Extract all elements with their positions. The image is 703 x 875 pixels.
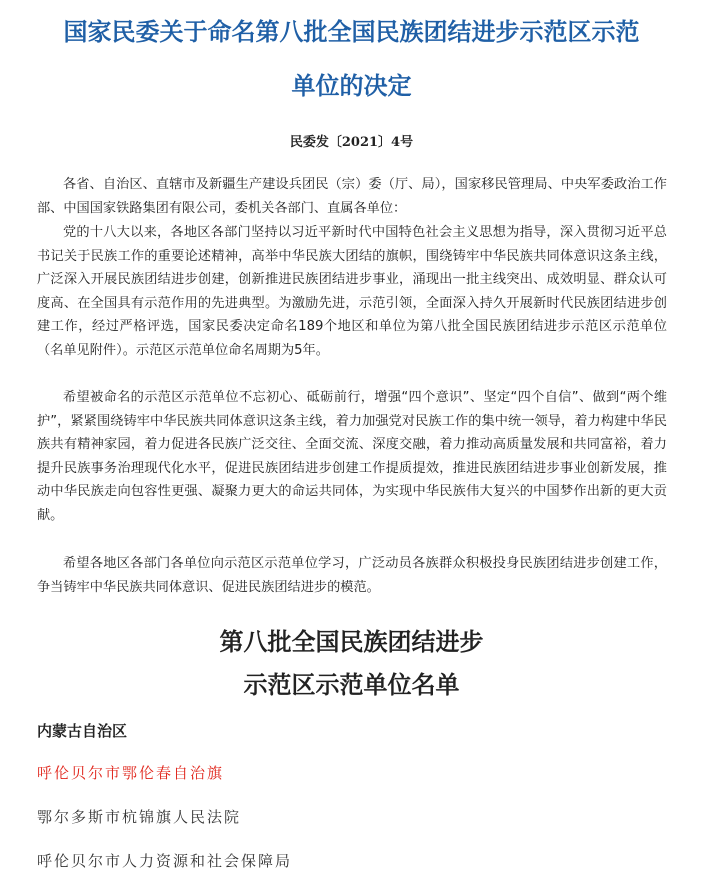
addressee-paragraph: 各省、自治区、直辖市及新疆生产建设兵团民（宗）委（厅、局），国家移民管理局、中央军委政治工作部、中国国家铁路集团有限公司，委机关各部门、直属各单位： [37,177,667,216]
list-item: 呼伦贝尔市人力资源和社会保障局 [37,852,293,870]
list-item: 呼伦贝尔市鄂伦春自治旗 [37,764,225,782]
page-title-line-2: 单位的决定 [291,72,412,100]
body-paragraph-2: 希望被命名的示范区示范单位不忘初心、砥砺前行，增强“四个意识”、坚定“四个自信”、做到“两个维护”，紧紧围绕铸牢中华民族共同体意识这条主线，着力加强党对民族工作的集中统一领导，着力构建中华民族共有精神家园，着力促进各民族广泛交往、全面交流、深度交融，着力推动高质量发展和共同富裕，着力提升民族事务治理现代化水平，促进民族团结进步创建工作提质提效，推进民族团结进步事业创新发展，推动中华民族走向包容性更强、凝聚力更大的命运共同体，为实现中华民族伟大复兴的中国梦作出新的更大贡献。 [37,390,667,523]
body-paragraph-3: 希望各地区各部门各单位向示范区示范单位学习，广泛动员各族群众积极投身民族团结进步创建工作，争当铸牢中华民族共同体意识、促进民族团结进步的模范。 [37,556,667,595]
body-paragraph-1: 党的十八大以来，各地区各部门坚持以习近平新时代中国特色社会主义思想为指导，深入贯彻习近平总书记关于民族工作的重要论述精神，高举中华民族大团结的旗帜，围绕铸牢中华民族共同体意识这条主线，广泛深入开展民族团结进步创建，创新推进民族团结进步事业，涌现出一批主线突出、成效明显、群众认可度高、在全国具有示范作用的先进典型。为激励先进，示范引领，全面深入持久开展新时代民族团结进步创建工作，经过严格评选，国家民委决定命名189个地区和单位为第八批全国民族团结进步示范区示范单位（名单见附件）。示范区示范单位命名周期为5年。 [37,225,667,358]
list-item: 鄂尔多斯市杭锦旗人民法院 [37,808,242,826]
list-heading-line-1: 第八批全国民族团结进步 [219,627,484,656]
document-number: 民委发〔2021〕4号 [289,135,414,150]
list-heading-line-2: 示范区示范单位名单 [243,670,460,699]
region-heading: 内蒙古自治区 [37,722,128,740]
page-title-line-1: 国家民委关于命名第八批全国民族团结进步示范区示范 [63,18,640,46]
